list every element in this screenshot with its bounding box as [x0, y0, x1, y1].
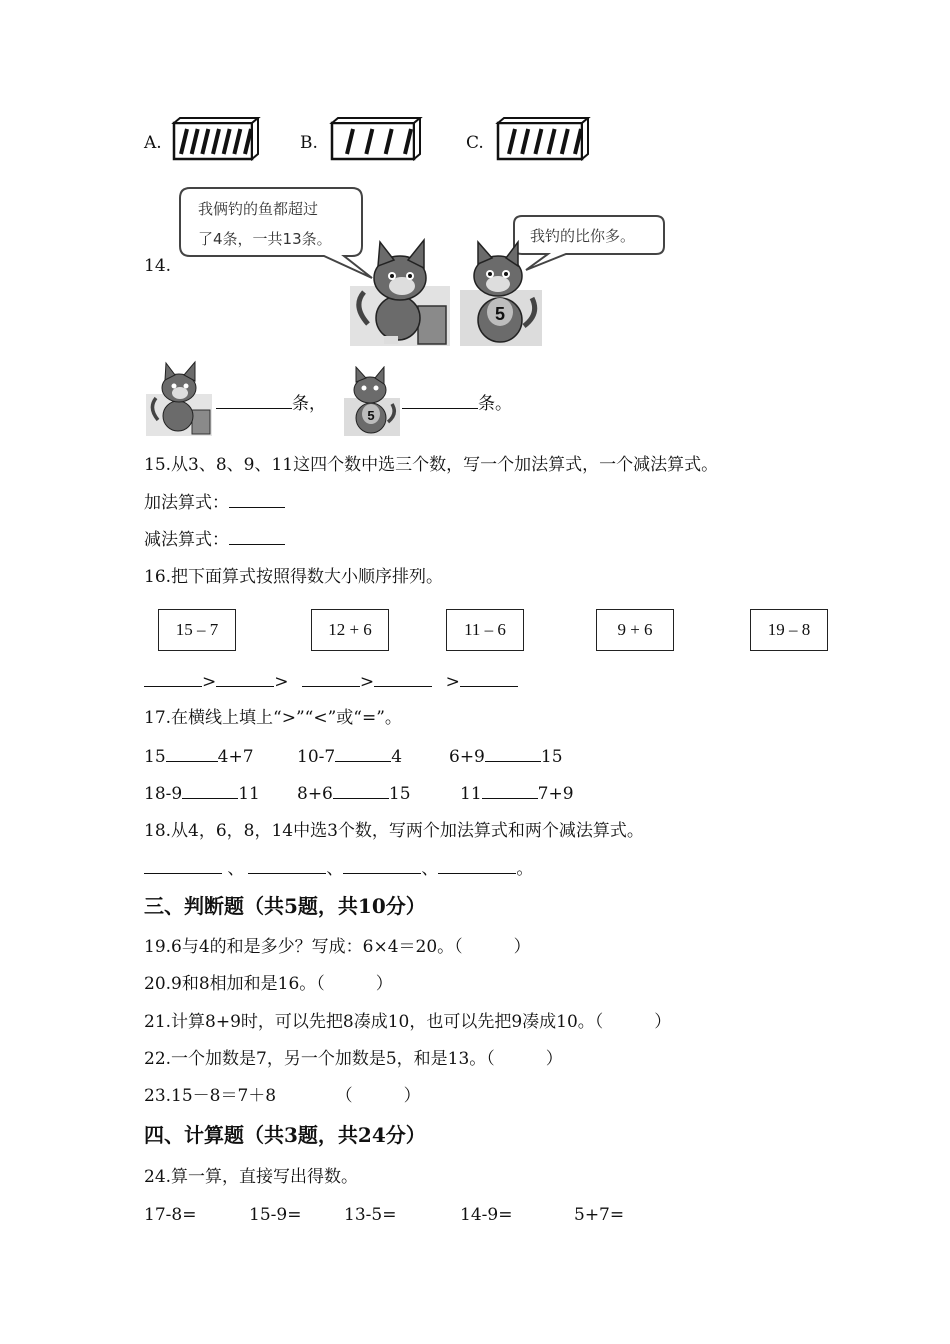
judge-item-21: 21.计算8+9时，可以先把8凑成10，也可以先把9凑成10。（ ）	[144, 1012, 672, 1032]
expr-box-4: 9 + 6	[596, 609, 674, 651]
q24-text: 24.算一算，直接写出得数。	[144, 1167, 359, 1187]
judge-item-20: 20.9和8相加和是16。（ ）	[144, 974, 393, 994]
expr-box-3: 11 – 6	[446, 609, 524, 651]
judge-item-23: 23.15－8＝7＋8 （ ）	[144, 1086, 421, 1106]
q18-blank1[interactable]	[144, 857, 222, 874]
section3-title: 三、判断题（共5题，共10分）	[144, 894, 426, 918]
calc-item-2: 15-9=	[249, 1205, 302, 1225]
right-bubble-text: 我钓的比你多。	[530, 227, 636, 245]
expr-box-1: 15 – 7	[158, 609, 236, 651]
cat-right-illustration	[460, 240, 542, 346]
q17-r2-item2: 8+6 15	[297, 784, 411, 804]
q16-text: 16.把下面算式按照得数大小顺序排列。	[144, 567, 444, 587]
calc-item-4: 14-9=	[460, 1205, 513, 1225]
q18-text: 18.从4，6，8，14中选3个数，写两个加法算式和两个减法算式。	[144, 821, 644, 841]
calc-item-5: 5+7=	[574, 1205, 625, 1225]
q14-answer2: 条。	[402, 392, 512, 415]
left-speech-bubble	[176, 182, 376, 282]
q16-blank3[interactable]	[302, 670, 360, 687]
left-bubble-line1: 我俩钓的鱼都超过	[198, 200, 319, 218]
q16-blank1[interactable]	[144, 670, 202, 687]
q17-r1-item1: 15 4+7	[144, 747, 254, 767]
cat-shirt-number: 5	[494, 304, 506, 324]
q16-order-row: > > > >	[144, 670, 518, 693]
q16-blank4[interactable]	[374, 670, 432, 687]
q17-text: 17.在横线上填上“>”“<”或“=”。	[144, 708, 402, 728]
q16-blank5[interactable]	[460, 670, 518, 687]
judge-item-22: 22.一个加数是7，另一个加数是5，和是13。（ ）	[144, 1049, 563, 1069]
option-a-label: A.	[144, 133, 162, 153]
q14-answer1: 条，	[216, 392, 326, 415]
small-cat-right-icon	[344, 366, 400, 436]
option-a-bundle	[170, 117, 262, 163]
expr-box-2: 12 + 6	[311, 609, 389, 651]
q15-add-blank[interactable]	[229, 491, 285, 508]
q15-sub-row: 减法算式：	[144, 528, 285, 551]
option-c-bundle	[494, 117, 592, 163]
left-bubble-line2: 了4条，一共13条。	[198, 230, 332, 248]
judge-item-19: 19.6与4的和是多少？写成：6×4＝20。（ ）	[144, 937, 531, 957]
q17-r2-item1: 18-9 11	[144, 784, 260, 804]
q14-number: 14.	[144, 256, 172, 276]
q14-blank1[interactable]	[216, 392, 292, 409]
expr-box-5: 19 – 8	[750, 609, 828, 651]
q17-r1-item2: 10-7 4	[297, 747, 403, 767]
section4-title: 四、计算题（共3题，共24分）	[144, 1123, 426, 1147]
q15-sub-blank[interactable]	[229, 528, 285, 545]
option-b-bundle	[328, 117, 424, 163]
q18-blank3[interactable]	[343, 857, 421, 874]
q18-blank2[interactable]	[248, 857, 326, 874]
small-cat-shirt-number: 5	[367, 408, 375, 423]
q14-blank2[interactable]	[402, 392, 478, 409]
q17-r1-item3: 6+9 15	[449, 747, 563, 767]
cat-left-illustration	[350, 236, 450, 346]
q15-text: 15.从3、8、9、11这四个数中选三个数，写一个加法算式，一个减法算式。	[144, 455, 719, 475]
q18-blank4[interactable]	[438, 857, 516, 874]
small-cat-left-icon	[146, 360, 212, 436]
q17-r2-item3: 11 7+9	[460, 784, 574, 804]
q18-answer-row: 、 、 、 。	[144, 857, 533, 880]
option-b-label: B.	[300, 133, 318, 153]
calc-item-3: 13-5=	[344, 1205, 397, 1225]
calc-item-1: 17-8=	[144, 1205, 197, 1225]
q16-blank2[interactable]	[216, 670, 274, 687]
q15-add-row: 加法算式：	[144, 491, 285, 514]
option-c-label: C.	[466, 133, 484, 153]
